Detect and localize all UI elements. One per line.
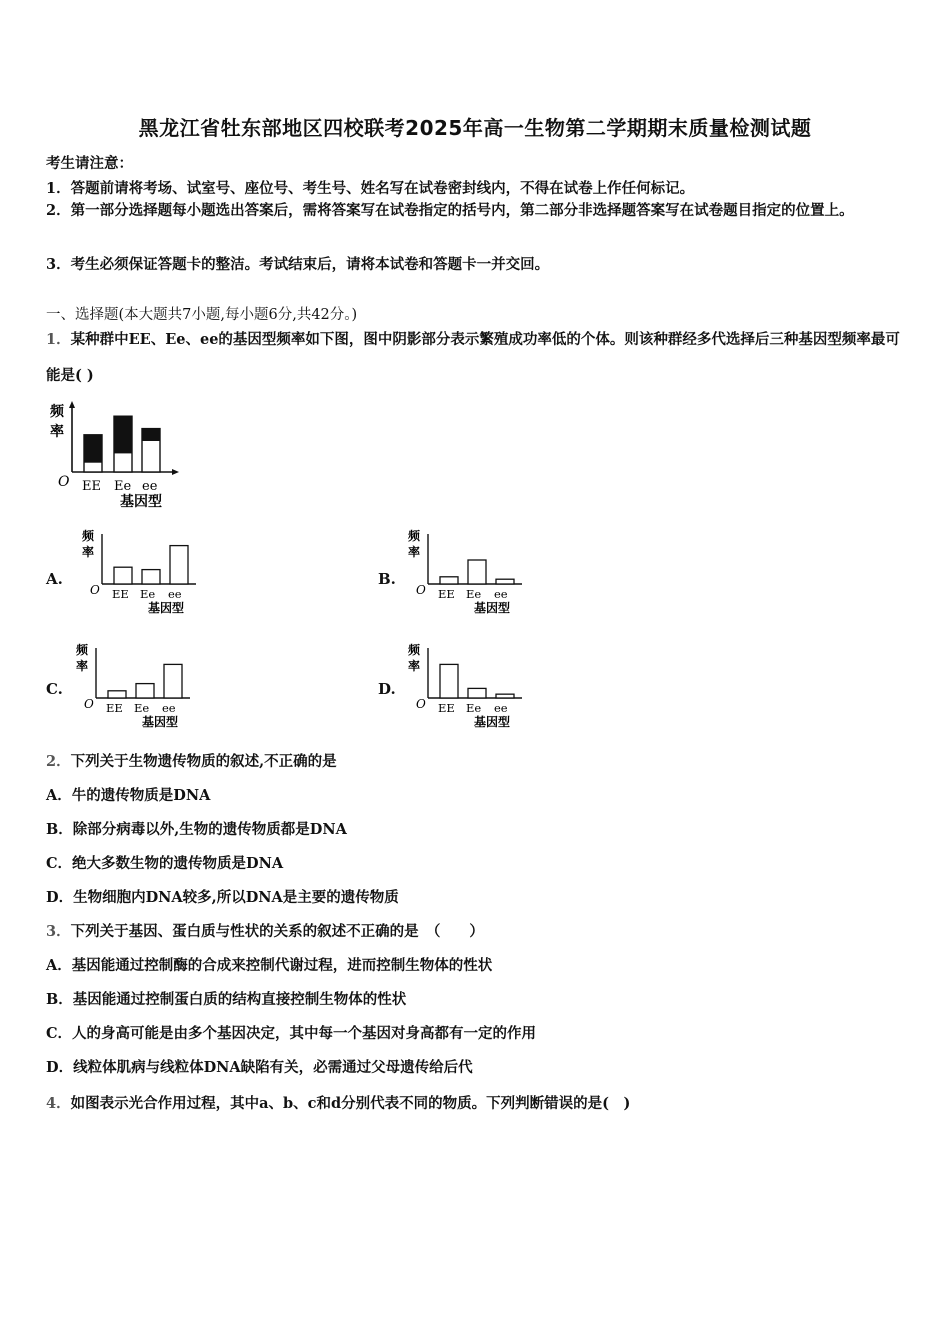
option-d-chart: [404, 642, 534, 734]
question-number: 2．: [46, 753, 71, 770]
tick-label-EE: EE: [438, 701, 455, 715]
y-axis-label-1: 频: [50, 404, 64, 420]
tick-label-Ee: Ee: [134, 701, 150, 715]
tick-label-EE: EE: [112, 587, 129, 601]
q2-option-c[interactable]: C．绝大多数生物的遗传物质是DNA: [46, 855, 284, 872]
origin-label: O: [416, 697, 426, 711]
y-axis-label-2: 率: [76, 659, 89, 673]
y-axis-label-2: 率: [408, 545, 421, 559]
bar-Ee: [142, 570, 160, 584]
q3-option-b[interactable]: B．基因能通过控制蛋白质的结构直接控制生物体的性状: [46, 991, 407, 1008]
q3-option-d[interactable]: D．线粒体肌病与线粒体DNA缺陷有关，必需通过父母遗传给后代: [46, 1059, 473, 1076]
question-number: 1．: [46, 331, 71, 348]
bar-EE: [108, 691, 126, 698]
tick-label-Ee: Ee: [466, 701, 482, 715]
tick-label-EE: EE: [438, 587, 455, 601]
question-4: [46, 1092, 630, 1113]
bar-ee: [496, 579, 514, 584]
bar-Ee: [468, 560, 486, 584]
question-2: [46, 750, 337, 771]
y-axis-label-1: 频: [76, 643, 89, 657]
origin-label: O: [84, 697, 94, 711]
question-text: 如图表示光合作用过程，其中a、b、c和d分别代表不同的物质。下列判断错误的是( ): [70, 1095, 631, 1112]
tick-label-Ee: Ee: [140, 587, 156, 601]
tick-label-ee: ee: [494, 701, 508, 715]
tick-label-ee: ee: [168, 587, 182, 601]
y-axis-label-2: 率: [50, 424, 64, 440]
bar-EE: [114, 567, 132, 584]
tick-label-EE: EE: [106, 701, 123, 715]
notice-heading: 考生请注意：: [46, 155, 133, 172]
x-axis-label: 基因型: [142, 715, 179, 729]
question-number: 4．: [46, 1095, 71, 1112]
q2-option-a[interactable]: A．牛的遗传物质是DNA: [46, 787, 211, 804]
bar-EE: [440, 577, 458, 584]
x-axis-label: 基因型: [474, 601, 511, 615]
x-axis-label: 基因型: [120, 494, 162, 510]
question-1: [46, 322, 906, 394]
option-a-label[interactable]: A.: [46, 570, 63, 588]
y-axis-label-2: 率: [408, 659, 421, 673]
x-axis-label: 基因型: [148, 601, 185, 615]
shaded-bar-EE: [84, 435, 102, 463]
shaded-bar-ee: [142, 429, 160, 441]
question-number: 3．: [46, 923, 71, 940]
q2-option-d[interactable]: D．生物细胞内DNA较多,所以DNA是主要的遗传物质: [46, 889, 399, 906]
question-text: 下列关于生物遗传物质的叙述,不正确的是: [70, 753, 337, 770]
option-c-label[interactable]: C.: [46, 680, 63, 698]
tick-label-Ee: Ee: [114, 479, 132, 494]
bar-EE: [440, 664, 458, 698]
stem-chart: [46, 398, 186, 514]
notice-item-3: 3．考生必须保证答题卡的整洁。考试结束后，请将本试卷和答题卡一并交回。: [46, 256, 550, 273]
y-axis-label-1: 频: [408, 529, 421, 543]
bar-Ee: [468, 688, 486, 698]
bar-ee: [164, 664, 182, 698]
question-text: 某种群中EE、Ee、ee的基因型频率如下图，图中阴影部分表示繁殖成功率低的个体。则该种群经多代选择后三种基因型频率最可能是( ): [46, 331, 900, 384]
option-b-chart: [404, 528, 534, 620]
y-axis-label-2: 率: [82, 545, 95, 559]
question-3: [46, 920, 484, 941]
y-axis-arrow-icon: [69, 401, 75, 408]
tick-label-ee: ee: [494, 587, 508, 601]
option-a-chart: [78, 528, 208, 620]
notice-item-2: 2．第一部分选择题每小题选出答案后，需将答案写在试卷指定的括号内，第二部分非选择题答案写在试卷题目指定的位置上。: [46, 202, 854, 219]
page-title: 黑龙江省牡东部地区四校联考2025年高一生物第二学期期末质量检测试题: [138, 116, 812, 140]
option-c-chart: [72, 642, 202, 734]
option-d-label[interactable]: D.: [378, 680, 396, 698]
bar-ee: [170, 546, 188, 584]
bar-ee: [496, 694, 514, 698]
tick-label-Ee: Ee: [466, 587, 482, 601]
tick-label-ee: ee: [142, 479, 158, 494]
origin-label: O: [416, 583, 426, 597]
q3-option-c[interactable]: C．人的身高可能是由多个基因决定，其中每一个基因对身高都有一定的作用: [46, 1025, 537, 1042]
origin-label: O: [90, 583, 100, 597]
section-heading: 一、选择题(本大题共7小题,每小题6分,共42分。): [46, 307, 358, 323]
bar-Ee: [136, 684, 154, 698]
q3-option-a[interactable]: A．基因能通过控制酶的合成来控制代谢过程，进而控制生物体的性状: [46, 957, 493, 974]
tick-label-ee: ee: [162, 701, 176, 715]
y-axis-label-1: 频: [408, 643, 421, 657]
q2-option-b[interactable]: B．除部分病毒以外,生物的遗传物质都是DNA: [46, 821, 347, 838]
shaded-bar-Ee: [114, 416, 132, 453]
question-text: 下列关于基因、蛋白质与性状的关系的叙述不正确的是 （ ）: [70, 923, 484, 940]
x-axis-arrow-icon: [172, 469, 179, 475]
option-b-label[interactable]: B.: [378, 570, 396, 588]
x-axis-label: 基因型: [474, 715, 511, 729]
origin-label: O: [58, 474, 70, 490]
tick-label-EE: EE: [82, 479, 101, 494]
notice-item-1: 1．答题前请将考场、试室号、座位号、考生号、姓名写在试卷密封线内，不得在试卷上作任何标记。: [46, 180, 695, 197]
y-axis-label-1: 频: [82, 529, 95, 543]
